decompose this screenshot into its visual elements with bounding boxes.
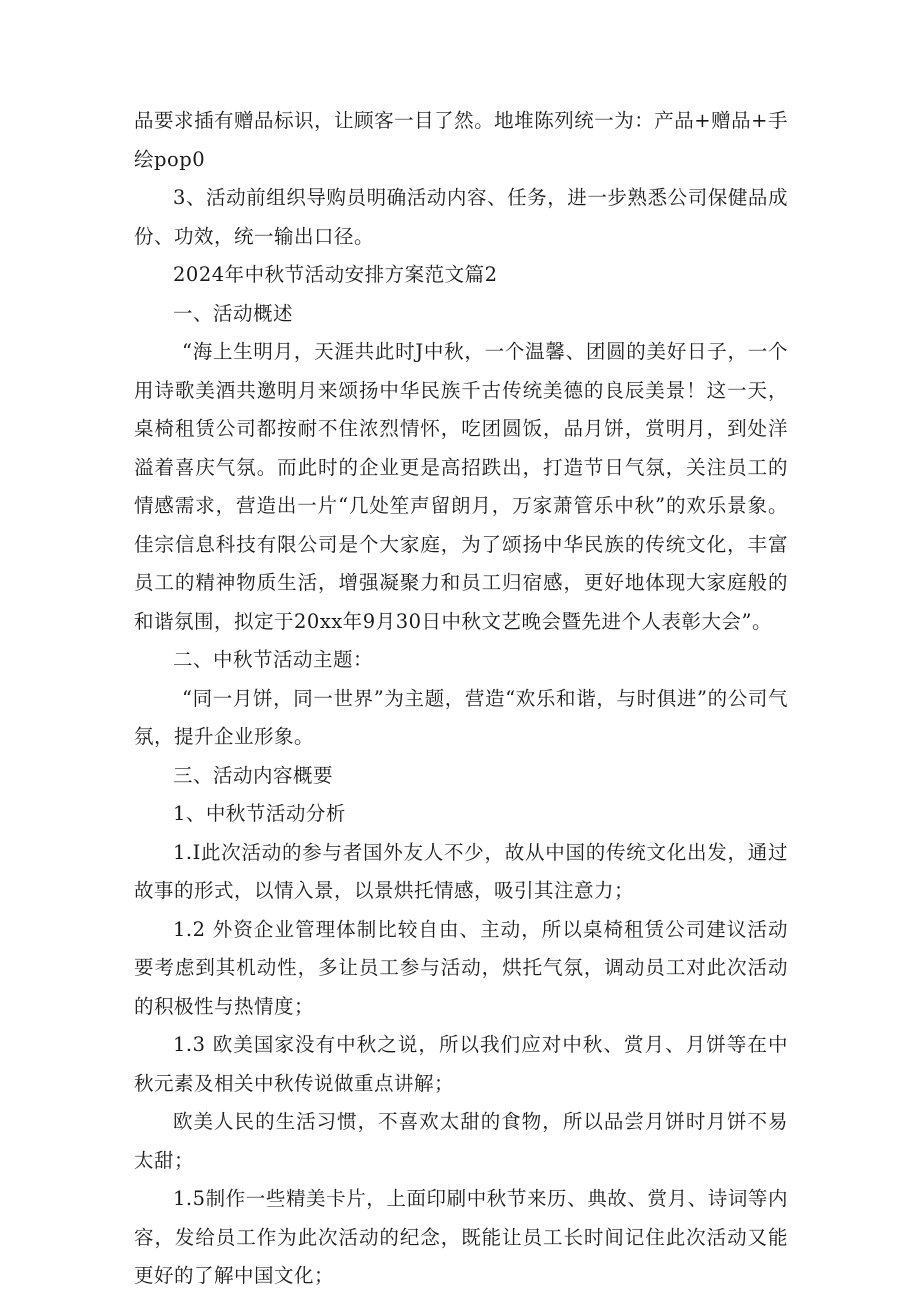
heading-overview: 一、活动概述 [173, 301, 294, 325]
document-body [134, 102, 788, 1296]
heading-content-summary: 三、活动内容概要 [173, 763, 334, 787]
section-title: 2024年中秋节活动安排方案范文篇2 [173, 263, 498, 286]
paragraph-habits: 欧美人民的生活习惯，不喜欢太甜的食物，所以品尝月饼时月饼不易太甜； [134, 1110, 788, 1172]
paragraph-analysis-1-1: 1.I此次活动的参与者国外友人不少，故从中国的传统文化出发，通过故事的形式，以情入景，以景烘托情感，吸引其注意力； [134, 840, 788, 902]
heading-theme: 二、中秋节活动主题： [173, 648, 374, 671]
paragraph-overview: “海上生明月，天涯共此时J中秋，一个温馨、团圆的美好日子，一个用诗歌美酒共邀明月来颂扬中华民族千古传统美德的良辰美景！这一天，桌椅租赁公司都按耐不住浓烈情怀，吃团圆饭，品月饼，赏明月，到处洋溢着喜庆气氛。而此时的企业更是高招跌出，打造节日气氛，关注员工的情感需求，营造出一片“几处笙声留朗月，万家萧管乐中秋”的欢乐景象。佳宗信息科技有限公司是个大家庭，为了颂扬中华民族的传统文化，丰富员工的精神物质生活，增强凝聚力和员工归宿感，更好地体现大家庭般的和谐氛围，拟定于20xx年9月30日中秋文艺晚会暨先进个人表彰大会”。 [134, 340, 788, 633]
paragraph-analysis-1-3: 1.3 欧美国家没有中秋之说，所以我们应对中秋、赏月、月饼等在中秋元素及相关中秋传说做重点讲解； [134, 1033, 788, 1095]
paragraph-theme: “同一月饼，同一世界”为主题，营造“欢乐和谐，与时俱进”的公司气氛，提升企业形象。 [134, 686, 788, 748]
paragraph-gift-display: 品要求插有赠品标识，让顾客一目了然。地堆陈列统一为：产品+赠品+手绘pop0 [134, 109, 788, 171]
paragraph-item-3: 3、活动前组织导购员明确活动内容、任务，进一步熟悉公司保健品成份、功效，统一输出口径。 [134, 186, 788, 248]
paragraph-analysis-1-5: 1.5制作一些精美卡片，上面印刷中秋节来历、典故、赏月、诗词等内容，发给员工作为此次活动的纪念，既能让员工长时间记住此次活动又能更好的了解中国文化； [134, 1187, 788, 1287]
paragraph-analysis-1-2: 1.2 外资企业管理体制比较自由、主动，所以桌椅租赁公司建议活动要考虑到其机动性，多让员工参与活动，烘托气氛，调动员工对此次活动的积极性与热情度； [134, 917, 788, 1018]
heading-analysis: 1、中秋节活动分析 [173, 802, 346, 825]
